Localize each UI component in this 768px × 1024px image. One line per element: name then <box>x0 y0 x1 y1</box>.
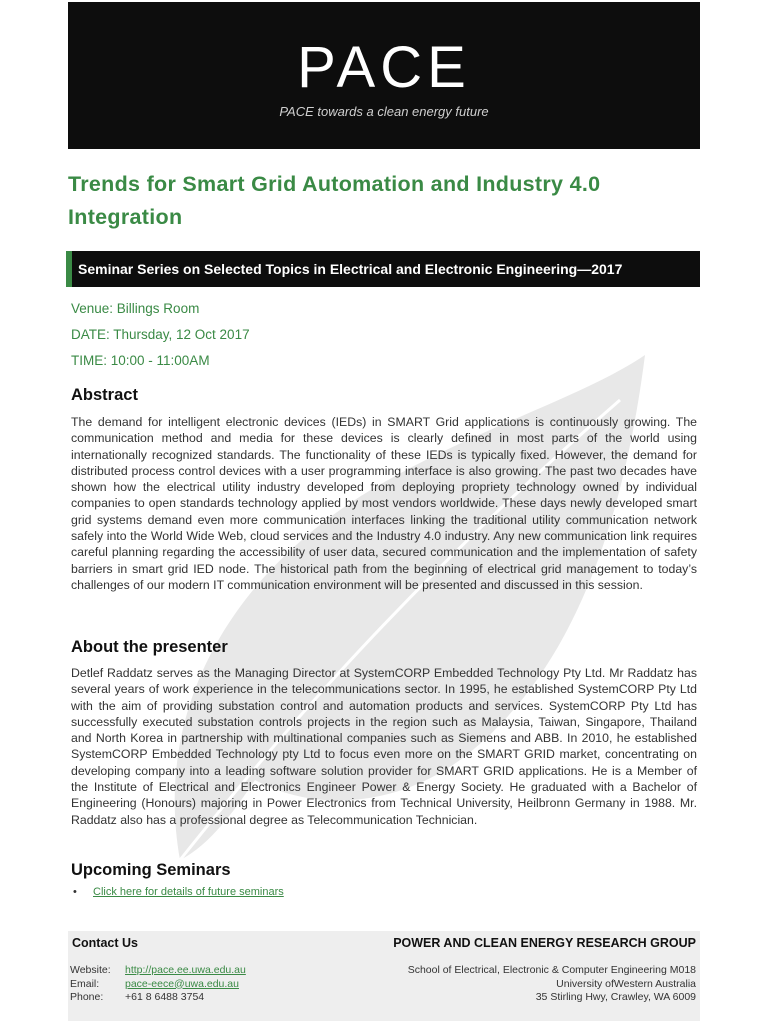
footer <box>68 931 700 1021</box>
email-link[interactable]: pace-eece@uwa.edu.au <box>125 977 239 990</box>
date-text: DATE: Thursday, 12 Oct 2017 <box>71 327 250 342</box>
address-line: University ofWestern Australia <box>556 977 696 990</box>
address-line: School of Electrical, Electronic & Computer Engineering M018 <box>407 964 696 976</box>
upcoming-list <box>73 886 284 898</box>
website-link[interactable]: http://pace.ee.uwa.edu.au <box>125 964 246 976</box>
abstract-heading: Abstract <box>71 386 138 404</box>
contact-details <box>70 964 246 1005</box>
brand-tagline: PACE towards a clean energy future <box>279 104 489 119</box>
website-row <box>70 964 246 978</box>
phone-row <box>70 991 246 1005</box>
future-seminars-link[interactable]: Click here for details of future seminars <box>93 886 284 898</box>
abstract-text: The demand for intelligent electronic devices (IEDs) in SMART Grid applications is continuously growing. The communication method and media for these devices is clearly defined in most parts of the world using internationally recognized standards. The functionality of these IEDs is typically fixed. However, the demand for distributed process control devices with a user programming interface is also growing. The past two decades have shown how the electrical utility industry developed from deploying propriety technology owned by individual companies to open standards technology applied by most vendors worldwide. These days newly developed smart grid systems demand even more communication interfaces linking the traditional utility communication network safely into the World Wide Web, cloud services and the Industry 4.0 industry. Any new communication link requires careful planning regarding the accessibility of user data, secured communication and the implementation of safety barriers in smart grid IED node. The historical path from the beginning of electrical grid management to today’s challenges of our modern IT communication environment will be presented and discussed in this session. <box>71 415 697 592</box>
series-banner <box>66 251 700 287</box>
presenter-heading: About the presenter <box>71 638 228 656</box>
header-banner <box>68 2 700 149</box>
phone-label: Phone: <box>70 991 104 1003</box>
address-block <box>408 964 696 1005</box>
bullet: • <box>73 886 77 898</box>
event-details <box>71 296 250 374</box>
presenter-text: Detlef Raddatz serves as the Managing Director at SystemCORP Embedded Technology Pty Ltd. Mr Raddatz has several years of work experience in the telecommunications sector. In 1995, he established SystemCORP Pty Ltd with the aim of providing substation control and automation products and services. SystemCORP Pty Ltd has successfully executed substation controls projects in the region such as Malaysia, Taiwan, Singapore, Thailand and North Korea in partnership with multinational companies such as Siemens and ABB. In 2010, he established SystemCORP Embedded Technology pty Ltd to focus even more on the SMART GRID market, concentrating on developing company into a leading software solution provider for SMART GRID applications. He is a Member of the Institute of Electrical and Electronics Engineer Power & Energy Society. He graduated with a Bachelor of Engineering (Honours) majoring in Power Electronics from Technical University, Heilbronn Germany in 1988. Mr. Raddatz also has a professional degree as Telecommunication Technician. <box>71 666 697 827</box>
email-row <box>70 978 246 992</box>
contact-title: Contact Us <box>72 936 138 950</box>
brand-title: PACE <box>297 35 471 100</box>
phone-number: +61 8 6488 3754 <box>125 991 205 1003</box>
seminar-title: Trends for Smart Grid Automation and Industry 4.0 Integration <box>68 172 601 229</box>
time-text: TIME: 10:00 - 11:00AM <box>71 353 210 368</box>
email-label: Email: <box>70 977 100 990</box>
series-label: Seminar Series on Selected Topics in Electrical and Electronic Engineering—2017 <box>78 261 623 277</box>
group-title: POWER AND CLEAN ENERGY RESEARCH GROUP <box>393 936 696 950</box>
website-label: Website: <box>70 964 111 976</box>
venue-text: Venue: Billings Room <box>71 301 200 316</box>
address-line: 35 Stirling Hwy, Crawley, WA 6009 <box>535 991 696 1003</box>
upcoming-heading: Upcoming Seminars <box>71 861 231 879</box>
